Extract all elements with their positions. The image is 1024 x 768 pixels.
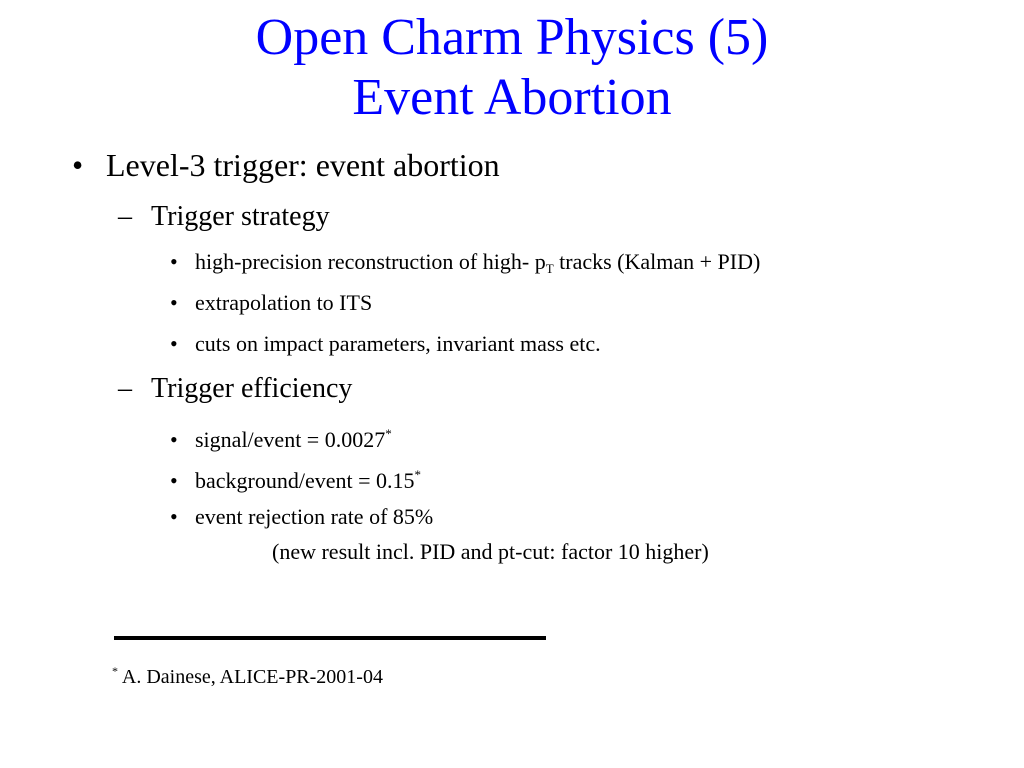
efficiency-heading-text: Trigger efficiency <box>151 373 353 404</box>
footnote-asterisk: * <box>414 467 422 482</box>
strategy-item-1 <box>170 248 760 283</box>
efficiency-item-1 <box>170 420 392 454</box>
dash-marker: – <box>118 201 132 232</box>
title-line-2: Event Abortion <box>352 69 672 126</box>
bullet-marker: • <box>170 468 178 493</box>
efficiency-item-2-text: background/event = 0.15 <box>195 468 415 493</box>
strategy-item-1-suffix: tracks (Kalman + PID) <box>553 249 761 274</box>
bullet-marker: • <box>170 290 178 315</box>
strategy-item-1-prefix: high-precision reconstruction of high- p <box>195 249 546 274</box>
efficiency-heading <box>118 372 352 406</box>
footnote-asterisk: * <box>385 426 392 441</box>
slide-title <box>0 8 1024 128</box>
strategy-item-3 <box>170 330 601 358</box>
bullet-marker: • <box>170 249 178 274</box>
efficiency-item-2 <box>170 461 421 495</box>
footnote-mark: * <box>112 664 118 678</box>
strategy-item-2-text: extrapolation to ITS <box>195 290 373 315</box>
efficiency-item-3-text: event rejection rate of 85% <box>195 504 434 529</box>
footnote-text: A. Dainese, ALICE-PR-2001-04 <box>118 666 383 688</box>
efficiency-item-3 <box>170 503 433 531</box>
bullet-marker: • <box>170 427 178 452</box>
level1-text: Level-3 trigger: event abortion <box>106 147 500 183</box>
strategy-heading <box>118 200 330 234</box>
bullet-marker: • <box>170 331 178 356</box>
strategy-item-2 <box>170 289 372 317</box>
bullet-marker: • <box>170 504 178 529</box>
level1-bullet <box>72 145 500 185</box>
strategy-item-3-text: cuts on impact parameters, invariant mass etc. <box>195 331 601 356</box>
efficiency-item-3-note: (new result incl. PID and pt-cut: factor 10 higher) <box>272 539 709 564</box>
title-line-1: Open Charm Physics (5) <box>255 9 769 66</box>
bullet-marker: • <box>72 147 84 183</box>
strategy-heading-text: Trigger strategy <box>151 201 330 232</box>
dash-marker: – <box>118 373 132 404</box>
footnote-divider <box>114 636 546 640</box>
footnote <box>112 658 383 690</box>
efficiency-item-1-text: signal/event = 0.0027 <box>195 427 386 452</box>
pt-subscript: T <box>545 261 554 276</box>
